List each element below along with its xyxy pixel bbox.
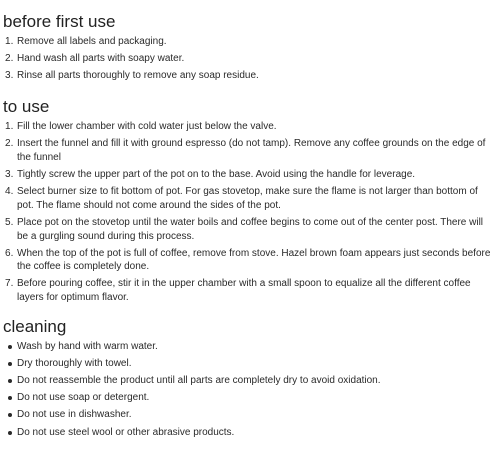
list-item: Fill the lower chamber with cold water just below the valve. [17,120,277,132]
list-item: Do not reassemble the product until all parts are completely dry to avoid oxidation. [3,374,496,388]
section-heading-to-use: to use [3,96,50,116]
list-item: Select burner size to fit bottom of pot. For gas stovetop, make sure the flame is not larger than bottom of pot. The flame should not come around the sides of the pot. [17,186,478,211]
list-item: Before pouring coffee, stir it in the upper chamber with a small spoon to equalize all the different coffee layers for optimum flavor. [17,278,471,304]
list-item: When the top of the pot is full of coffee, remove from stove. Hazel brown foam appears just seconds before the coffee is completely done. [17,247,491,273]
list-item: Hand wash all parts with soapy water. [17,53,185,65]
cleaning-section [3,317,496,440]
section-heading-cleaning: cleaning [3,316,67,336]
list-item: Do not use soap or detergent. [3,391,496,405]
section-heading-before-first-use: before first use [3,12,116,31]
before-first-use-list [3,35,496,83]
list-item: Tightly screw the upper part of the pot on to the base. Avoid using the handle for leverage. [17,168,416,180]
list-item: Remove all labels and packaging. [17,36,167,47]
list-item: Insert the funnel and fill it with ground espresso (do not tamp). Remove any coffee grounds on the edge of the funnel [17,138,486,163]
to-use-section [3,97,496,305]
list-item: Rinse all parts thoroughly to remove any soap residue. [17,70,259,82]
list-item: Dry thoroughly with towel. [3,357,496,371]
to-use-list [3,120,496,305]
list-item: Do not use in dishwasher. [3,408,496,422]
list-item: Place pot on the stovetop until the water boils and coffee begins to come out of the center post. There will be a gurgling sound during this process. [17,216,484,242]
list-item: Do not use steel wool or other abrasive products. [3,426,496,440]
cleaning-list [3,340,496,440]
list-item: Wash by hand with warm water. [3,340,496,354]
before-first-use-section [3,12,496,83]
